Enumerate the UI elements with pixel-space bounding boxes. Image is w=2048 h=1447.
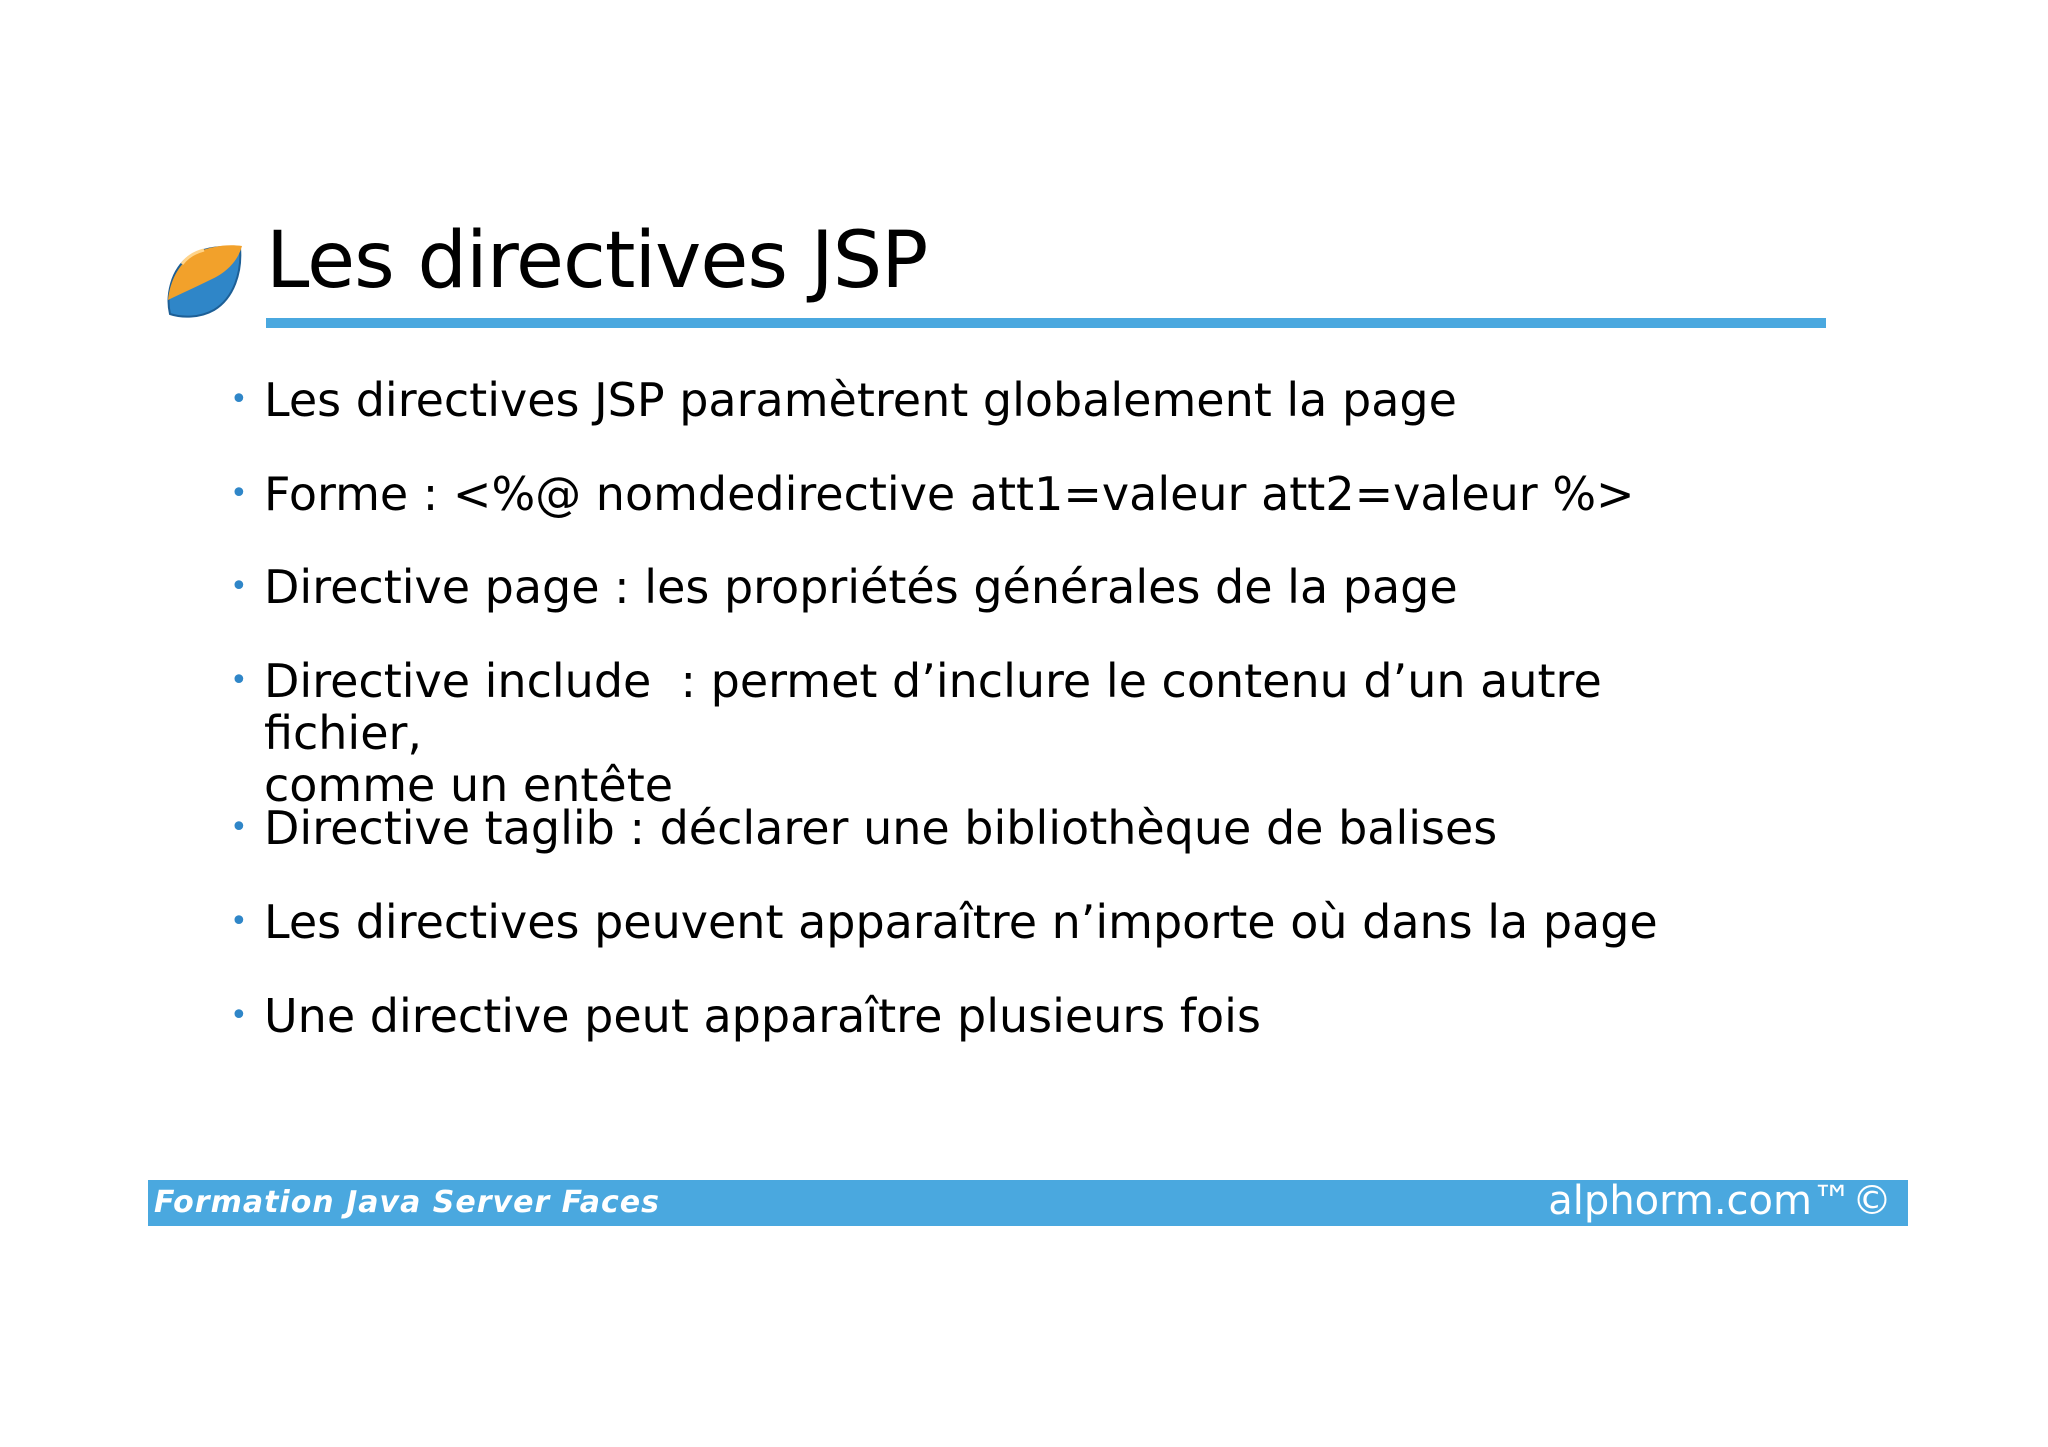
bullet-dot: •: [230, 998, 248, 1033]
title-underline: [266, 318, 1826, 328]
bullet-text: Directive page : les propriétés générales de la page: [264, 560, 1458, 614]
bullet-text: Les directives peuvent apparaître n’importe où dans la page: [264, 895, 1658, 949]
footer-bar: [148, 1180, 1908, 1226]
bullet-text: Directive include : permet d’inclure le contenu d’un autre fichier, comme un entête: [264, 654, 1602, 812]
bullet-dot: •: [230, 810, 248, 845]
bullet-dot: •: [230, 569, 248, 604]
bullet-text: Une directive peut apparaître plusieurs fois: [264, 989, 1261, 1043]
footer-course-title: Formation Java Server Faces: [154, 1185, 660, 1220]
page-title: Les directives JSP: [266, 216, 928, 306]
footer-brand: alphorm.com™©: [1548, 1178, 1892, 1224]
bullet-dot: •: [230, 904, 248, 939]
bullet-text: Directive taglib : déclarer une bibliothèque de balises: [264, 801, 1498, 855]
bullet-dot: •: [230, 663, 248, 698]
bullet-text: Forme : <%@ nomdedirective att1=valeur att2=valeur %>: [264, 467, 1635, 521]
bullet-dot: •: [230, 476, 248, 511]
orange-blue-wave-logo-icon: [164, 242, 244, 320]
bullet-dot: •: [230, 382, 248, 417]
bullet-text: Les directives JSP paramètrent globalement la page: [264, 373, 1457, 427]
